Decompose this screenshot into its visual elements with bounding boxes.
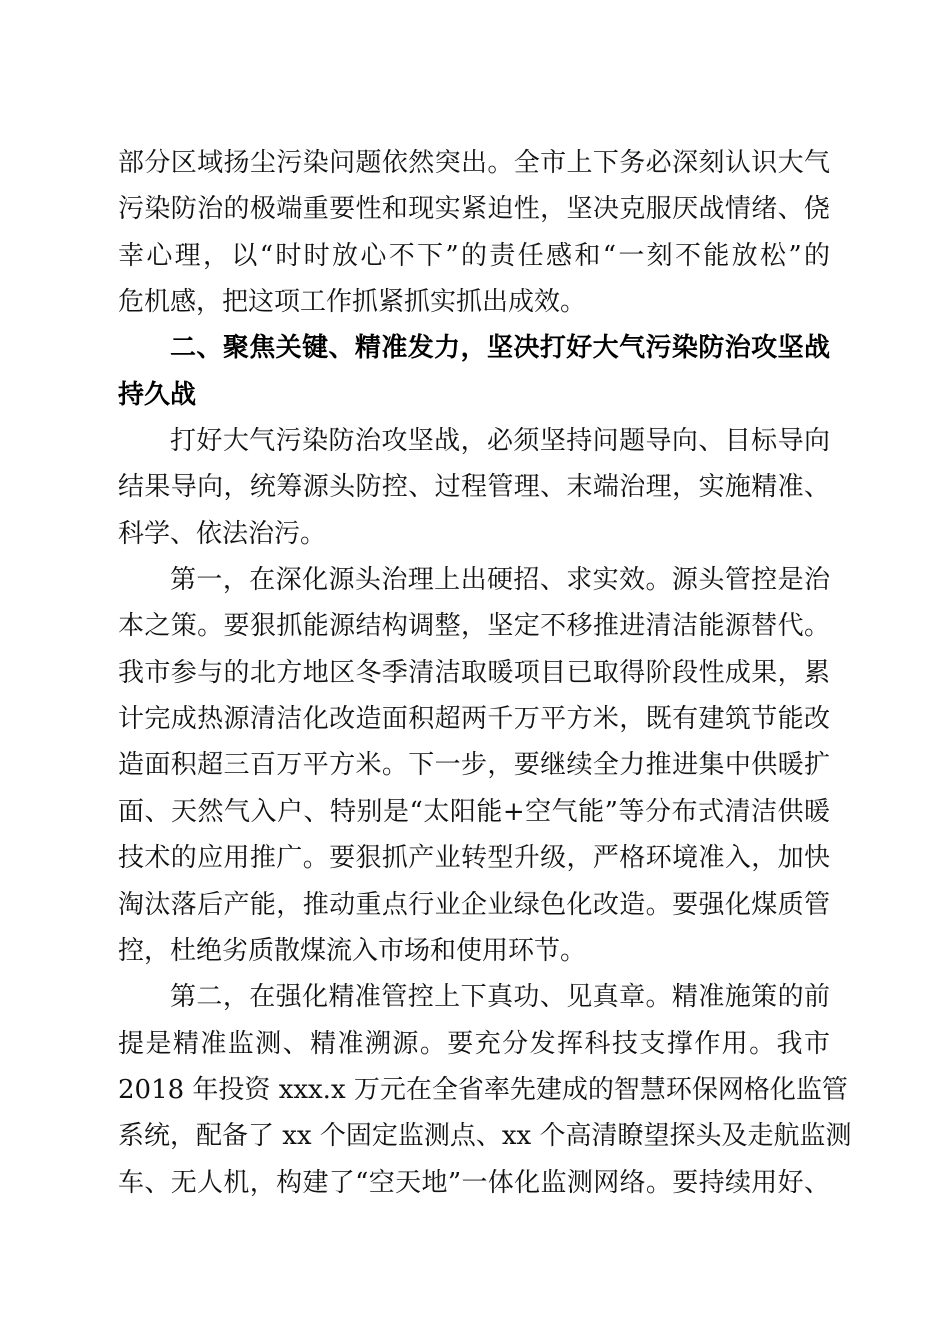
paragraph-line: 车、无人机，构建了“空天地”一体化监测网络。要持续用好、 [118, 1167, 830, 1198]
document-page [118, 140, 852, 1206]
paragraph-line: 污染防治的极端重要性和现实紧迫性，坚决克服厌战情绪、侥 [118, 194, 830, 225]
paragraph-line: 科学、依法治污。 [118, 518, 327, 549]
paragraph-line: 第一，在深化源头治理上出硬招、求实效。源头管控是治 [170, 565, 830, 596]
section-heading-line: 持久战 [118, 379, 197, 410]
paragraph-line: 幸心理，以“时时放心不下”的责任感和“一刻不能放松”的 [118, 240, 830, 271]
paragraph-line: 技术的应用推广。要狠抓产业转型升级，严格环境准入，加快 [118, 843, 830, 874]
paragraph-line: 本之策。要狠抓能源结构调整，坚定不移推进清洁能源替代。 [118, 611, 830, 642]
paragraph-line: 我市参与的北方地区冬季清洁取暖项目已取得阶段性成果，累 [118, 657, 830, 688]
paragraph-line: 计完成热源清洁化改造面积超两千万平方米，既有建筑节能改 [118, 704, 830, 735]
paragraph-line: 第二，在强化精准管控上下真功、见真章。精准施策的前 [170, 982, 830, 1013]
paragraph-line: 提是精准监测、精准溯源。要充分发挥科技支撑作用。我市 [118, 1028, 830, 1059]
paragraph-line: 结果导向，统筹源头防控、过程管理、末端治理，实施精准、 [118, 472, 830, 503]
paragraph-line: 面、天然气入户、特别是“太阳能+空气能”等分布式清洁供暖 [118, 796, 830, 827]
paragraph-line: 2018 年投资 xxx.x 万元在全省率先建成的智慧环保网格化监管 [118, 1074, 848, 1105]
paragraph-line: 系统，配备了 xx 个固定监测点、xx 个高清瞭望探头及走航监测 [118, 1121, 852, 1152]
paragraph-line: 部分区域扬尘污染问题依然突出。全市上下务必深刻认识大气 [118, 148, 830, 178]
paragraph-line: 淘汰落后产能，推动重点行业企业绿色化改造。要强化煤质管 [118, 889, 830, 920]
section-heading-line: 二、聚焦关键、精准发力，坚决打好大气污染防治攻坚战 [170, 333, 830, 364]
paragraph-line: 危机感，把这项工作抓紧抓实抓出成效。 [118, 287, 587, 318]
paragraph-line: 造面积超三百万平方米。下一步，要继续全力推进集中供暖扩 [118, 750, 830, 781]
paragraph-line: 控，杜绝劣质散煤流入市场和使用环节。 [118, 935, 587, 966]
paragraph-line: 打好大气污染防治攻坚战，必须坚持问题导向、目标导向 [170, 426, 830, 457]
